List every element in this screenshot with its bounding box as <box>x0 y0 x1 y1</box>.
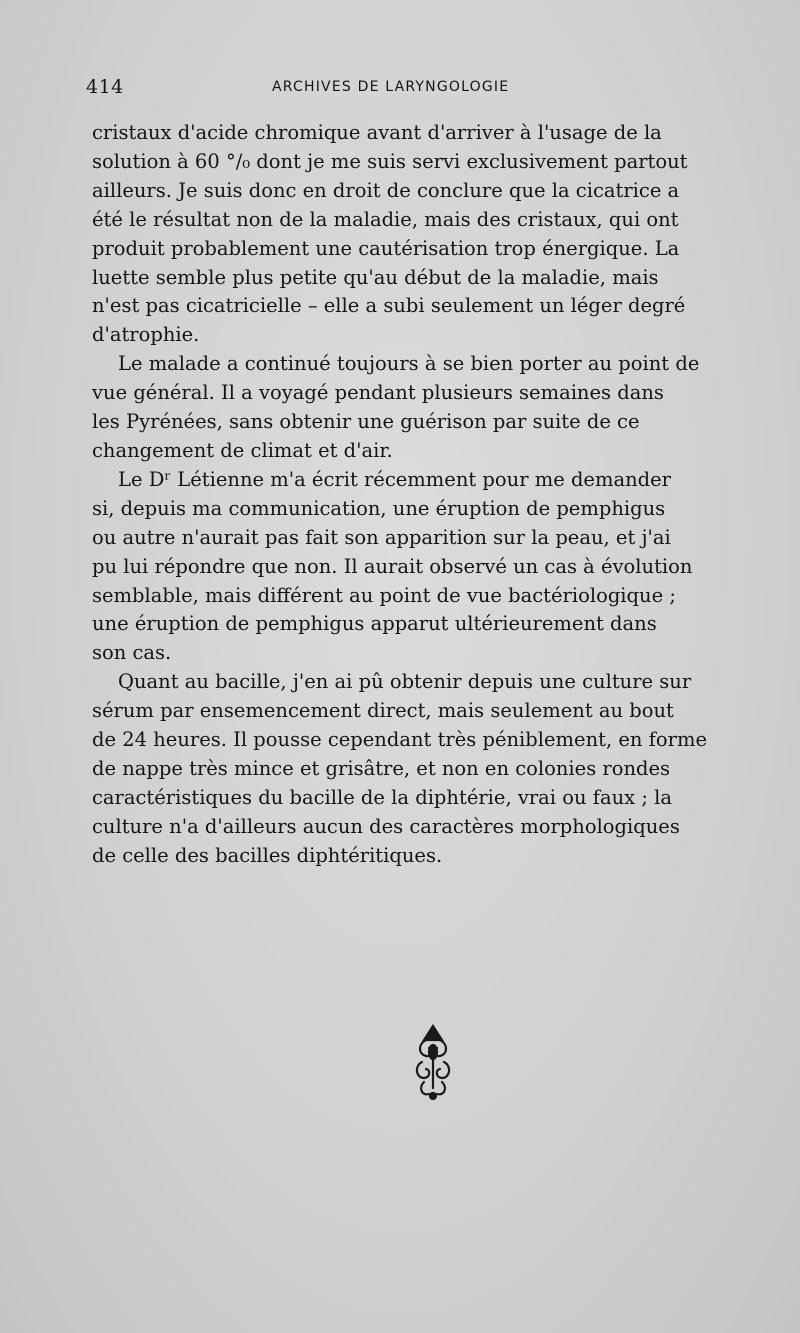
paragraph-2: Le malade a continué toujours à se bien porter au point de vue général. Il a voyagé pendant plusieurs semaines dans les Pyrénées, sans obtenir une guérison par suite de ce changement de climat et d'air. <box>92 352 700 462</box>
page-number: 414 <box>86 76 124 98</box>
fleuron-ornament-icon <box>412 1022 454 1102</box>
paragraph-1: cristaux d'acide chromique avant d'arriver à l'usage de la solution à 60 °/₀ dont je me suis servi exclusivement partout ailleurs. Je suis donc en droit de conclure que la cicatrice a été le résultat non de la maladie, mais des cristaux, qui ont produit probablement une cautérisation trop énergique. La luette semble plus petite qu'au début de la maladie, mais n'est pas cicatricielle – elle a subi seulement un léger degré d'atrophie. <box>92 121 688 347</box>
running-title: ARCHIVES DE LARYNGOLOGIE <box>272 79 510 95</box>
paragraph-4: Quant au bacille, j'en ai pû obtenir depuis une culture sur sérum par ensemencement direct, mais seulement au bout de 24 heures. Il pousse cependant très péniblement, en forme de nappe très mince et grisâtre, et non en colonies rondes caractéristiques du bacille de la diphtérie, vrai ou faux ; la culture n'a d'ailleurs aucun des caractères morphologiques de celle des bacilles diphtéritiques. <box>92 670 707 867</box>
page-header <box>86 74 700 104</box>
body-text <box>92 119 754 871</box>
paragraph-3: Le Dʳ Létienne m'a écrit récemment pour me demander si, depuis ma communication, une éruption de pemphigus ou autre n'aurait pas fait son apparition sur la peau, et j'ai pu lui répondre que non. Il aurait observé un cas à évolution semblable, mais différent au point de vue bactériologique ; une éruption de pemphigus apparut ultérieurement dans son cas. <box>92 467 693 665</box>
